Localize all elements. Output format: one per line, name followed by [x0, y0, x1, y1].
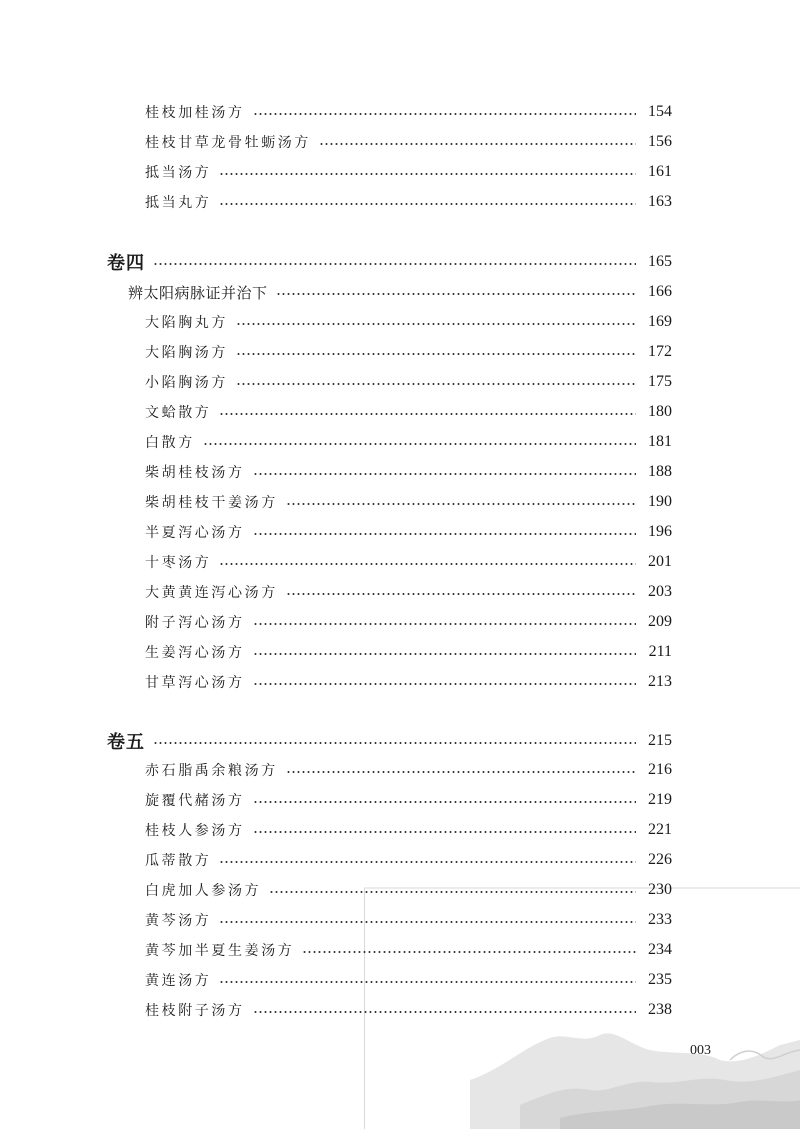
toc-entry-title: 大陷胸汤方: [145, 345, 228, 361]
toc-entry-page: 213: [648, 673, 672, 690]
toc-entry-title: 桂枝附子汤方: [145, 1003, 245, 1019]
toc-entry-page: 169: [648, 313, 672, 330]
toc-entry-title: 旋覆代赭汤方: [145, 793, 245, 809]
dot-leader: [253, 683, 636, 685]
toc-entry-page: 211: [648, 643, 672, 660]
toc-entry-title: 桂枝甘草龙骨牡蛎汤方: [145, 135, 311, 151]
volume-title: 卷四: [107, 253, 145, 274]
toc-entry-title: 甘草泻心汤方: [145, 675, 245, 691]
dot-leader: [219, 173, 636, 175]
toc-entry-title: 黄芩汤方: [145, 913, 212, 929]
toc-entry[interactable]: [0, 669, 800, 695]
dot-leader: [253, 1011, 636, 1013]
dot-leader: [236, 383, 636, 385]
toc-entry[interactable]: [0, 639, 800, 665]
dot-leader: [203, 443, 636, 445]
dot-leader: [219, 413, 636, 415]
toc-entry-page: 172: [648, 343, 672, 360]
toc-entry-title: 小陷胸汤方: [145, 375, 228, 391]
toc-entry[interactable]: [0, 937, 800, 963]
toc-entry-title: 大黄黄连泻心汤方: [145, 585, 278, 601]
toc-entry[interactable]: [0, 309, 800, 335]
toc-entry[interactable]: [0, 967, 800, 993]
volume-page: 165: [648, 253, 672, 270]
dot-leader: [253, 801, 636, 803]
toc-entry-title: 生姜泻心汤方: [145, 645, 245, 661]
toc-entry-page: 161: [648, 163, 672, 180]
toc-entry[interactable]: [0, 99, 800, 125]
toc-entry[interactable]: [0, 369, 800, 395]
toc-entry-page: 188: [648, 463, 672, 480]
volume-page: 215: [648, 732, 672, 749]
toc-entry[interactable]: [0, 459, 800, 485]
toc-entry-page: 181: [648, 433, 672, 450]
dot-leader: [253, 653, 636, 655]
toc-entry-title: 黄芩加半夏生姜汤方: [145, 943, 295, 959]
toc-entry-title: 半夏泻心汤方: [145, 525, 245, 541]
toc-entry-page: 203: [648, 583, 672, 600]
toc-entry-title: 白散方: [145, 435, 195, 451]
toc-entry[interactable]: [0, 907, 800, 933]
dot-leader: [153, 263, 636, 265]
dot-leader: [253, 113, 636, 115]
toc-entry-page: 209: [648, 613, 672, 630]
dot-leader: [219, 981, 636, 983]
dot-leader: [236, 323, 636, 325]
section-title: 辨太阳病脉证并治下: [128, 283, 268, 302]
toc-volume-heading[interactable]: [0, 249, 800, 275]
dot-leader: [219, 921, 636, 923]
toc-entry-title: 桂枝加桂汤方: [145, 105, 245, 121]
toc-entry-page: 235: [648, 971, 672, 988]
toc-volume-heading[interactable]: [0, 728, 800, 754]
toc-entry[interactable]: [0, 817, 800, 843]
dot-leader: [253, 533, 636, 535]
dot-leader: [219, 861, 636, 863]
toc-entry-title: 附子泻心汤方: [145, 615, 245, 631]
toc-entry-title: 桂枝人参汤方: [145, 823, 245, 839]
toc-entry-page: 190: [648, 493, 672, 510]
dot-leader: [269, 891, 636, 893]
dot-leader: [286, 593, 636, 595]
toc-entry[interactable]: [0, 489, 800, 515]
toc-entry[interactable]: [0, 847, 800, 873]
toc-entry[interactable]: [0, 339, 800, 365]
toc-entry-page: 226: [648, 851, 672, 868]
toc-entry[interactable]: [0, 757, 800, 783]
toc-entry[interactable]: [0, 877, 800, 903]
dot-leader: [286, 771, 636, 773]
toc-entry-page: 219: [648, 791, 672, 808]
volume-title: 卷五: [107, 732, 145, 753]
dot-leader: [253, 831, 636, 833]
toc-section-heading[interactable]: [0, 279, 800, 305]
toc-entry-page: 163: [648, 193, 672, 210]
dot-leader: [319, 143, 636, 145]
toc-entry[interactable]: [0, 787, 800, 813]
dot-leader: [286, 503, 636, 505]
toc-entry-title: 抵当汤方: [145, 165, 212, 181]
section-page: 166: [648, 283, 672, 300]
toc-entry[interactable]: [0, 399, 800, 425]
toc-entry-page: 233: [648, 911, 672, 928]
toc-entry[interactable]: [0, 159, 800, 185]
dot-leader: [236, 353, 636, 355]
toc-entry-page: 216: [648, 761, 672, 778]
toc-entry-page: 234: [648, 941, 672, 958]
toc-entry-title: 大陷胸丸方: [145, 315, 228, 331]
toc-entry-page: 238: [648, 1001, 672, 1018]
dot-leader: [302, 951, 636, 953]
toc-entry[interactable]: [0, 997, 800, 1023]
dot-leader: [219, 203, 636, 205]
toc-entry[interactable]: [0, 519, 800, 545]
toc-entry-page: 221: [648, 821, 672, 838]
toc-entry-title: 文蛤散方: [145, 405, 212, 421]
toc-entry-page: 201: [648, 553, 672, 570]
toc-entry-page: 196: [648, 523, 672, 540]
dot-leader: [219, 563, 636, 565]
toc-entry-title: 柴胡桂枝干姜汤方: [145, 495, 278, 511]
toc-entry-title: 抵当丸方: [145, 195, 212, 211]
dot-leader: [253, 623, 636, 625]
toc-entry-title: 白虎加人参汤方: [145, 883, 262, 899]
dot-leader: [276, 293, 636, 295]
toc-entry[interactable]: [0, 549, 800, 575]
dot-leader: [253, 473, 636, 475]
toc-entry-title: 十枣汤方: [145, 555, 212, 571]
toc-entry-page: 175: [648, 373, 672, 390]
toc-entry[interactable]: [0, 189, 800, 215]
toc-entry-page: 230: [648, 881, 672, 898]
page-number: 003: [690, 1043, 711, 1058]
toc-entry[interactable]: [0, 429, 800, 455]
toc-entry[interactable]: [0, 129, 800, 155]
toc-entry-title: 瓜蒂散方: [145, 853, 212, 869]
dot-leader: [153, 742, 636, 744]
toc-entry-title: 黄连汤方: [145, 973, 212, 989]
toc-entry[interactable]: [0, 579, 800, 605]
toc-entry-page: 180: [648, 403, 672, 420]
toc-entry-page: 154: [648, 103, 672, 120]
toc-entry[interactable]: [0, 609, 800, 635]
toc-entry-page: 156: [648, 133, 672, 150]
toc-entry-title: 赤石脂禹余粮汤方: [145, 763, 278, 779]
toc-entry-title: 柴胡桂枝汤方: [145, 465, 245, 481]
